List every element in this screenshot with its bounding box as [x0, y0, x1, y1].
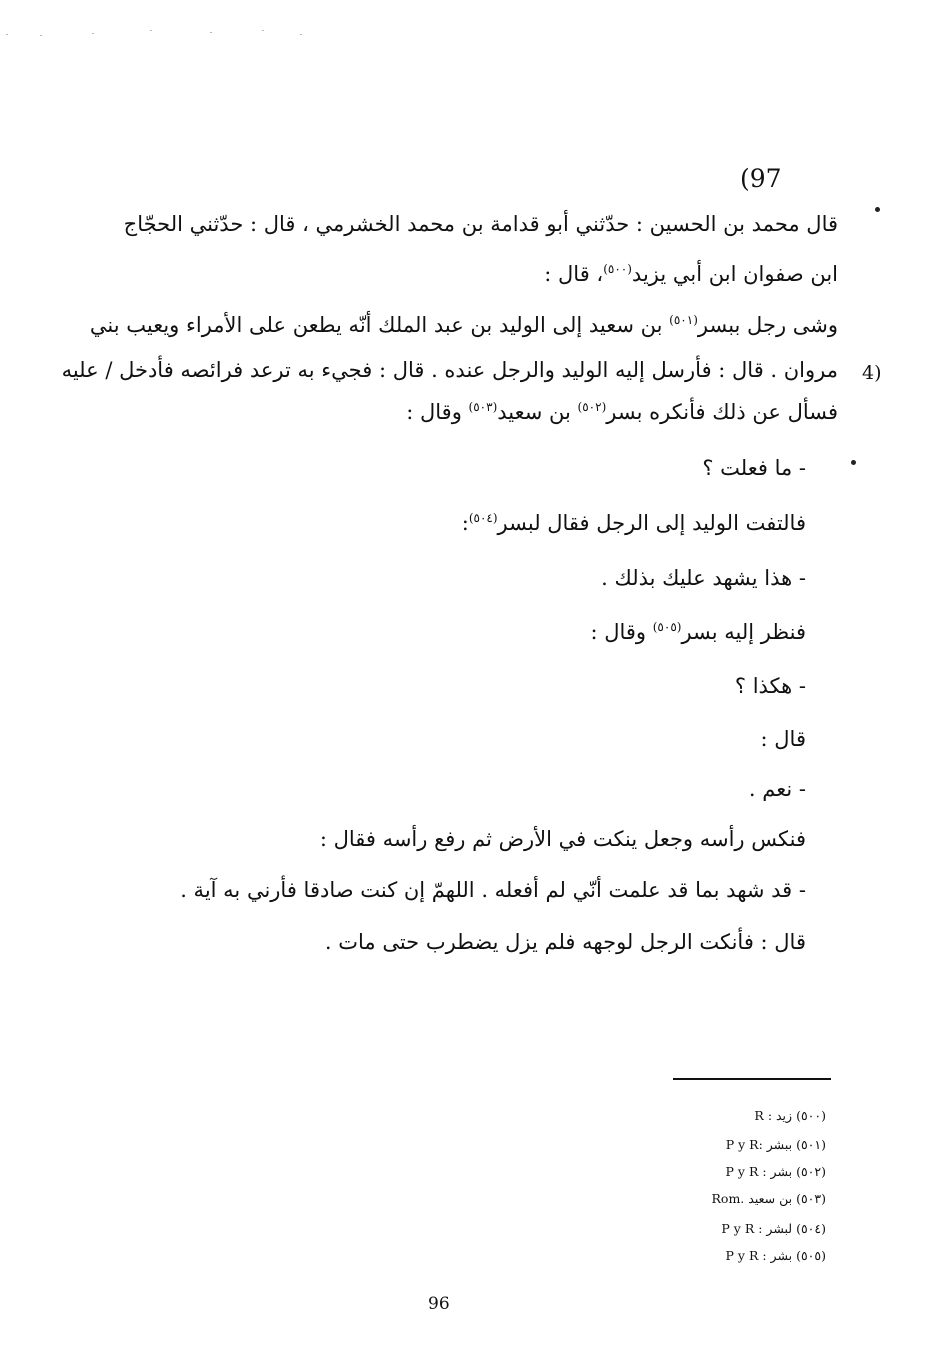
footnote-ref-501: (٥٠١)	[669, 313, 698, 327]
dialogue-line-4	[590, 622, 806, 643]
footnote-ref-504: (٥٠٤)	[468, 511, 498, 525]
dialogue-line-6: قال :	[760, 727, 806, 751]
paragraph-1-line-2	[544, 264, 838, 285]
footnote-separator	[673, 1078, 831, 1080]
dialogue-line-3: - هذا يشهد عليك بذلك .	[601, 566, 806, 590]
footnote-503-num: (٥٠٣)	[796, 1191, 826, 1206]
footnote-503-text: بن سعيد	[748, 1191, 793, 1206]
dialogue-line-4-b: وقال :	[590, 620, 647, 644]
footnote-500-num: (٥٠٠)	[796, 1108, 826, 1123]
margin-marker: 4)	[862, 362, 882, 384]
footnote-502-ms: P y R	[725, 1164, 759, 1179]
dialogue-line-8: فنكس رأسه وجعل ينكت في الأرض ثم رفع رأسه فقال :	[319, 827, 806, 851]
footnote-503-ms: Rom.	[711, 1191, 745, 1206]
item-number: (97	[740, 164, 782, 193]
paragraph-1-line-2-text: ابن صفوان ابن أبي يزيد	[631, 262, 838, 286]
footnote-505-num: (٥٠٥)	[796, 1248, 826, 1263]
dialogue-line-1: - ما فعلت ؟	[702, 456, 806, 480]
footnote-504-text: لبشر :	[758, 1221, 793, 1236]
dialogue-line-4-a: فنظر إليه بسر	[681, 620, 806, 644]
margin-dot-top	[875, 207, 880, 212]
dialogue-line-9: - قد شهد بما قد علمت أنّي لم أفعله . اللهمّ إن كنت صادقا فأرني به آية .	[180, 878, 806, 902]
footnote-501-num: (٥٠١)	[796, 1137, 826, 1152]
footnote-505-text: بشر :	[762, 1248, 793, 1263]
footnote-505	[712, 1248, 826, 1275]
paragraph-2-line-2	[58, 360, 838, 381]
footnotes	[712, 1108, 826, 1275]
dialogue-line-2-a: فالتفت الوليد إلى الرجل فقال لبسر	[497, 511, 806, 535]
footnote-500	[712, 1108, 826, 1137]
footnote-504-num: (٥٠٤)	[796, 1221, 826, 1236]
paragraph-2-line-3-c: وقال :	[406, 400, 462, 424]
footnote-504	[712, 1221, 826, 1248]
paragraph-2-line-1-b: بن سعيد إلى الوليد بن عبد الملك أنّه يطعن على الأمراء ويعيب بني	[89, 313, 663, 337]
footnote-501	[712, 1137, 826, 1164]
dialogue-line-10: قال : فأنكت الرجل لوجهه فلم يزل يضطرب حتى مات .	[324, 930, 806, 954]
margin-dot-middle	[851, 460, 856, 465]
dialogue-line-2	[462, 513, 806, 534]
footnote-505-ms: P y R	[725, 1248, 759, 1263]
footnote-501-text: ببشر	[766, 1137, 793, 1152]
paragraph-1-line-2-tail: ، قال :	[544, 262, 604, 286]
paragraph-2-line-1	[58, 315, 838, 336]
dialogue-line-5: - هكذا ؟	[734, 674, 806, 698]
page-number: 96	[428, 1294, 450, 1314]
footnote-500-text: زيد :	[767, 1108, 793, 1123]
paragraph-1-line-1-text: قال محمد بن الحسين : حدّثني أبو قدامة بن محمد الخشرمي ، قال : حدّثني الحجّاج	[123, 212, 838, 236]
footnote-500-ms: R	[754, 1108, 764, 1123]
footnote-503	[712, 1191, 826, 1221]
dialogue-line-7: - نعم .	[748, 777, 806, 801]
footnote-ref-500: (٥٠٠)	[603, 262, 632, 276]
paragraph-2-line-2-text: مروان . قال : فأرسل إليه الوليد والرجل عنده . قال : فجيء به ترعد فرائصه فأدخل / عليه	[61, 358, 838, 382]
paragraph-2-line-3-b: بن سعيد	[497, 400, 571, 424]
footnote-ref-503: (٥٠٣)	[468, 400, 498, 414]
dialogue-line-2-b: :	[461, 511, 469, 535]
paragraph-1-line-1	[58, 214, 838, 235]
paragraph-2-line-1-a: وشى رجل ببسر	[697, 313, 838, 337]
footnote-502-text: بشر :	[762, 1164, 793, 1179]
footnote-ref-502: (٥٠٢)	[577, 400, 607, 414]
footnote-501-ms: P y R:	[725, 1137, 763, 1152]
paragraph-2-line-3	[406, 402, 838, 423]
footnote-502-num: (٥٠٢)	[796, 1164, 826, 1179]
footnote-ref-505: (٥٠٥)	[652, 620, 682, 634]
footnote-502	[712, 1164, 826, 1191]
paragraph-2-line-3-a: فسأل عن ذلك فأنكره بسر	[606, 400, 838, 424]
footnote-504-ms: P y R	[721, 1221, 755, 1236]
